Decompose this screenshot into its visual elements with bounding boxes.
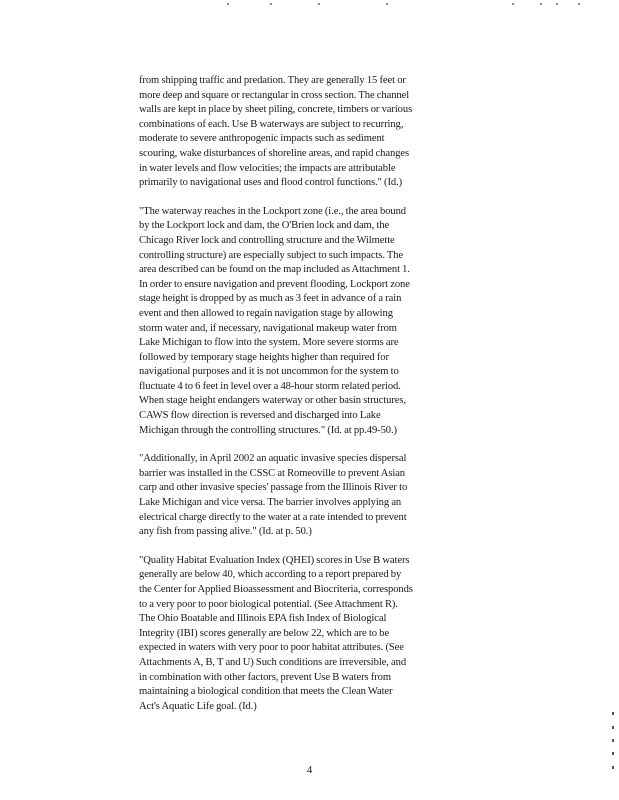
text-line: Lake Michigan to flow into the system. More severe storms are [139,337,399,349]
scan-margin-marks [612,712,615,772]
text-line: CAWS flow direction is reversed and discharged into Lake [139,410,381,422]
paragraph [139,554,473,715]
text-line: controlling structure) are especially subject to such impacts. The [139,249,404,261]
text-line: Michigan through the controlling structures." (Id. at pp.49-50.) [139,424,397,436]
text-line: in water levels and flow velocities; the impacts are attributable [139,162,396,174]
scan-speck [612,739,614,742]
scan-edge-marks [0,3,619,9]
text-line: followed by temporary stage heights higher than required for [139,351,389,363]
scan-speck [578,3,580,5]
text-line: stage height is dropped by as much as 3 feet in advance of a rain [139,293,402,305]
text-line: primarily to navigational uses and flood control functions." (Id.) [139,177,403,189]
text-line: event and then allowed to regain navigation stage by allowing [139,307,393,319]
text-line: the Center for Applied Bioassessment and Biocriteria, corresponds [139,584,413,595]
text-line: Integrity (IBI) scores generally are below 22, which are to be [139,627,389,639]
text-line: Attachments A, B, T and U) Such conditions are irreversible, and [139,656,407,668]
text-line: Act's Aquatic Life goal. (Id.) [139,700,257,712]
text-line: fluctuate 4 to 6 feet in level over a 48-hour storm related period. [139,380,401,392]
text-line: expected in waters with very poor to poor habitat attributes. (See [139,642,404,654]
text-line: area described can be found on the map included as Attachment 1. [139,264,410,276]
scan-speck [227,3,229,5]
text-line: "Additionally, in April 2002 an aquatic invasive species dispersal [139,453,407,465]
text-line: moderate to severe anthropogenic impacts such as sediment [139,133,385,145]
scan-speck [540,3,542,5]
text-line: combinations of each. Use B waterways are subject to recurring, [139,118,404,130]
text-line: to a very poor to poor biological potential. (See Attachment R). [139,598,398,610]
page-number: 4 [306,764,313,776]
text-line: barrier was installed in the CSSC at Romeoville to prevent Asian [139,467,405,479]
text-line: In order to ensure navigation and prevent flooding, Lockport zone [139,278,410,290]
scan-speck [612,712,614,715]
text-line: any fish from passing alive." (Id. at p. 50.) [139,526,312,538]
text-line: generally are below 40, which according to a report prepared by [139,569,402,581]
text-line: carp and other invasive species' passage from the Illinois River to [139,482,408,494]
scan-speck [270,3,272,5]
scan-speck [612,726,614,729]
text-line: in combination with other factors, prevent Use B waters from [139,671,391,683]
text-line: electrical charge directly to the water at a rate intended to prevent [139,511,407,523]
text-line: more deep and square or rectangular in cross section. The channel [139,89,410,101]
scan-speck [386,3,388,5]
scan-speck [556,3,558,5]
text-line: from shipping traffic and predation. They are generally 15 feet or [139,75,406,86]
text-line: Lake Michigan and vice versa. The barrier involves applying an [139,497,402,509]
text-line: maintaining a biological condition that meets the Clean Water [139,686,393,698]
paragraph [139,452,473,540]
paragraph [139,74,473,191]
text-line: When stage height endangers waterway or other basin structures, [139,395,406,407]
scan-speck [318,3,320,5]
text-line: The Ohio Boatable and Illinois EPA fish Index of Biological [139,613,387,625]
text-line: "The waterway reaches in the Lockport zone (i.e., the area bound [139,205,407,217]
text-line: storm water and, if necessary, navigational makeup water from [139,322,397,334]
text-line: by the Lockport lock and dam, the O'Brien lock and dam, the [139,220,390,232]
text-line: Chicago River lock and controlling structure and the Wilmette [139,234,395,246]
body-text [139,74,473,728]
paragraph [139,205,473,439]
text-line: "Quality Habitat Evaluation Index (QHEI) scores in Use B waters [139,554,410,566]
scan-speck [612,752,614,755]
text-line: scouring, wake disturbances of shoreline areas, and rapid changes [139,147,409,159]
text-line: walls are kept in place by sheet piling, concrete, timbers or various [139,104,413,116]
scan-speck [512,3,514,5]
text-line: navigational purposes and it is not uncommon for the system to [139,366,399,378]
